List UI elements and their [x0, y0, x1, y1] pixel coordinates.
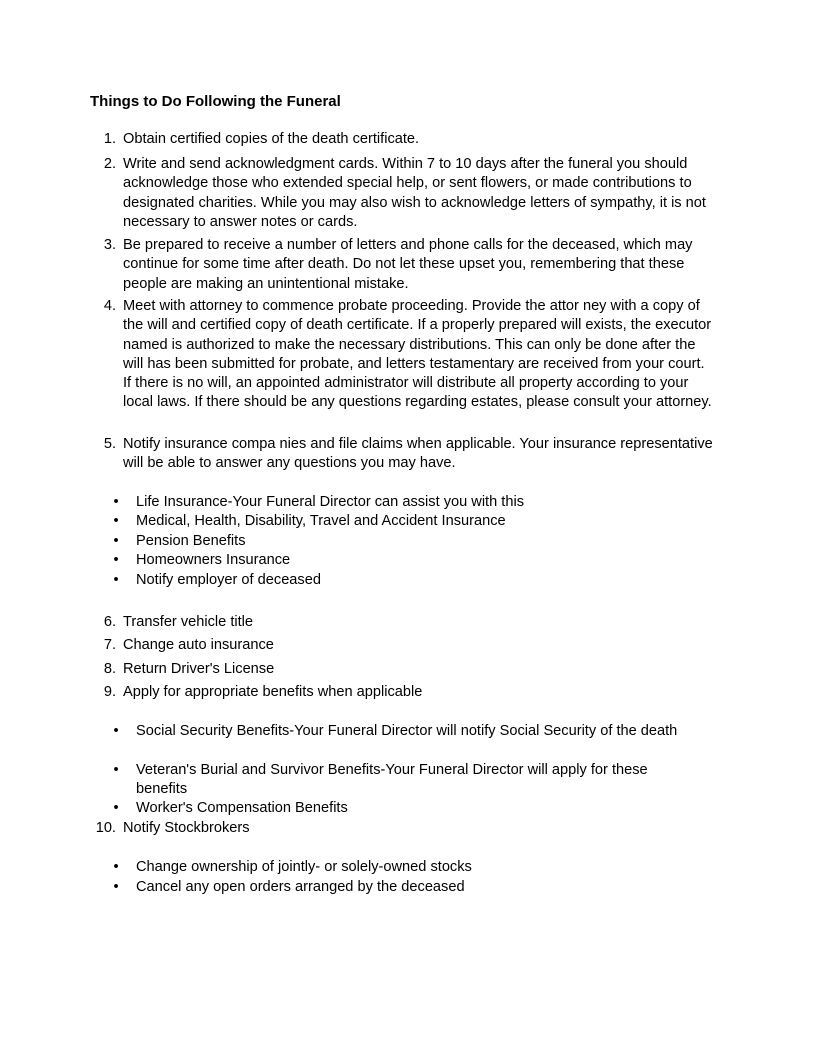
list-item-7: [90, 636, 730, 655]
list-item-text: Meet with attorney to commence probate proceeding. Provide the attor ney with a copy of the will and certified copy of death certificate. If a properly prepared will exists, the executor named is authorized to make the necessary distributions. This can only be done after the will has been submitted for probate, and letters testamentary are received from your court. If there is no will, an appointed administrator will distribute all property according to your local laws. If there should be any questions regarding estates, please consult your attorney.: [123, 298, 712, 411]
bullet-item-homeowners: [110, 551, 720, 570]
bullet-item-cancel-orders: [110, 878, 720, 897]
list-item-number: 6.: [103, 614, 116, 630]
list-item-number: 3.: [103, 237, 116, 253]
bullet-item-text: Homeowners Insurance: [136, 552, 291, 568]
list-item-5: [90, 435, 730, 474]
bullet-glyph: •: [113, 494, 119, 510]
list-item-number: 10.: [95, 820, 116, 836]
list-item-number: 9.: [103, 684, 116, 700]
bullet-glyph: •: [113, 800, 119, 816]
bullet-item-text: Pension Benefits: [136, 533, 246, 549]
list-item-4: [90, 297, 730, 413]
list-item-text: Be prepared to receive a number of letters and phone calls for the deceased, which may continue for some time after death. Do not let these upset you, remembering that these people are making an unintentional mistake.: [123, 237, 693, 292]
list-item-text: Change auto insurance: [123, 637, 274, 653]
list-item-number: 7.: [103, 637, 116, 653]
list-item-6: [90, 613, 730, 632]
bullet-item-veterans: [110, 761, 720, 800]
bullet-item-text: Social Security Benefits-Your Funeral Director will notify Social Security of the death: [136, 723, 678, 739]
list-item-text: Apply for appropriate benefits when applicable: [123, 684, 423, 700]
list-item-number: 4.: [103, 298, 116, 314]
bullet-glyph: •: [113, 879, 119, 895]
list-item-number: 1.: [103, 131, 116, 147]
bullet-glyph: •: [113, 572, 119, 588]
list-item-number: 8.: [103, 661, 116, 677]
list-item-3: [90, 236, 730, 294]
bullet-glyph: •: [113, 859, 119, 875]
bullet-item-text: Cancel any open orders arranged by the deceased: [136, 879, 465, 895]
bullet-item-change-ownership: [110, 858, 720, 877]
bullet-glyph: •: [113, 513, 119, 529]
bullet-glyph: •: [113, 762, 119, 778]
bullet-item-text: Change ownership of jointly- or solely-owned stocks: [136, 859, 472, 875]
bullet-item-social-security: [110, 722, 720, 741]
bullet-glyph: •: [113, 723, 119, 739]
list-item-text: Obtain certified copies of the death certificate.: [123, 131, 420, 147]
list-item-2: [90, 155, 730, 232]
list-item-8: [90, 660, 730, 679]
bullet-item-text: Notify employer of deceased: [136, 572, 321, 588]
list-item-1: [90, 130, 730, 149]
document-title: Things to Do Following the Funeral: [90, 93, 341, 110]
list-item-text: Write and send acknowledgment cards. Within 7 to 10 days after the funeral you should acknowledge those who extended special help, or sent flowers, or made contributions to designated charities. While you may also wish to acknowledge letters of sympathy, it is not necessary to answer notes or cards.: [123, 156, 706, 230]
bullet-item-medical-insurance: [110, 512, 720, 531]
bullet-item-text: Veteran's Burial and Survivor Benefits-Your Funeral Director will apply for these benefits: [136, 762, 648, 798]
bullet-item-pension: [110, 532, 720, 551]
list-item-9: [90, 683, 730, 702]
bullet-item-text: Medical, Health, Disability, Travel and Accident Insurance: [136, 513, 506, 529]
list-item-text: Transfer vehicle title: [123, 614, 254, 630]
bullet-item-employer: [110, 571, 720, 590]
bullet-glyph: •: [113, 552, 119, 568]
bullet-item-text: Worker's Compensation Benefits: [136, 800, 348, 816]
list-item-10: [90, 819, 730, 838]
bullet-item-life-insurance: [110, 493, 720, 512]
bullet-item-workers-comp: [110, 799, 720, 818]
bullet-glyph: •: [113, 533, 119, 549]
list-item-text: Notify insurance compa nies and file claims when applicable. Your insurance representative will be able to answer any questions you may have.: [123, 436, 713, 472]
list-item-number: 2.: [103, 156, 116, 172]
list-item-text: Return Driver's License: [123, 661, 275, 677]
list-item-text: Notify Stockbrokers: [123, 820, 250, 836]
list-item-number: 5.: [103, 436, 116, 452]
bullet-item-text: Life Insurance-Your Funeral Director can assist you with this: [136, 494, 524, 510]
